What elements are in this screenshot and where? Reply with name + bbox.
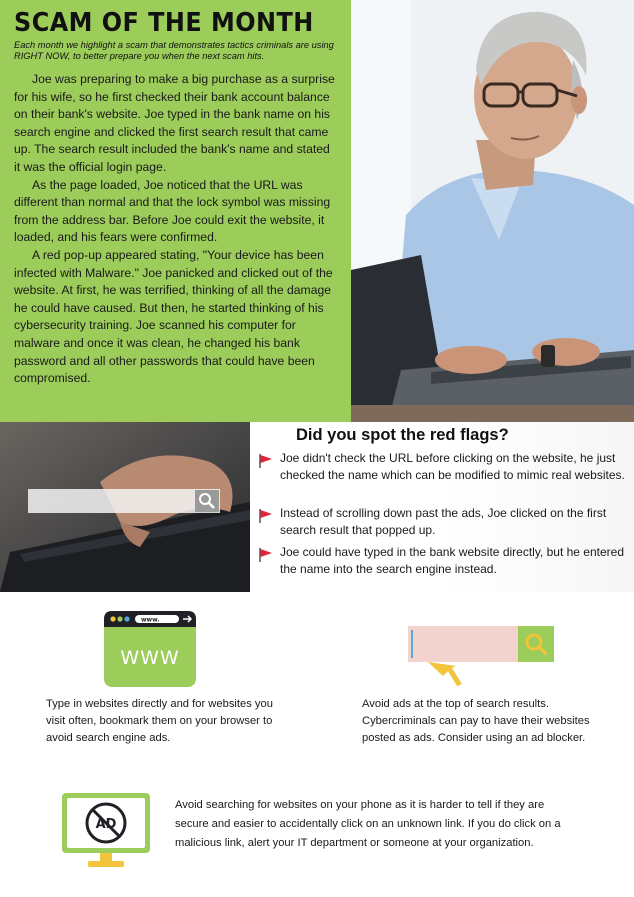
www-browser-icon (104, 611, 196, 692)
man-at-laptop-photo (351, 0, 634, 422)
red-flag-text: Instead of scrolling down past the ads, Joe clicked on the first search result that popped up. (280, 506, 607, 537)
red-flag-item (258, 505, 628, 539)
red-flag-item (258, 450, 628, 484)
tip-text: Type in websites directly and for websites you visit often, bookmark them on your browser to avoid search engine ads. (46, 698, 273, 744)
tip-text: Avoid searching for websites on your phone as it is harder to tell if they are secure and easier to accidentally click on an unknown link. If you do click on a malicious link, alert your IT department or someone at your organization. (175, 799, 561, 849)
scam-story-panel (0, 0, 351, 422)
red-flag-text: Joe didn't check the URL before clicking on the website, he just checked the name which can be modified to mimic real websites. (280, 451, 625, 482)
no-ads-monitor-icon (58, 790, 154, 875)
tip-text: Avoid ads at the top of search results. Cybercriminals can pay to have their websites posted as ads. Consider using an ad blocker. (362, 698, 590, 744)
page-title: SCAM OF THE MONTH (14, 8, 314, 38)
www-address-text: www. (141, 616, 160, 624)
page-subtitle: Each month we highlight a scam that demonstrates tactics criminals are using RIGHT NOW, to better prepare you when the next scam hits. (14, 40, 334, 61)
red-flag-icon (258, 547, 276, 568)
red-flags-title: Did you spot the red flags? (296, 426, 509, 444)
search-bar-icon (406, 622, 556, 695)
red-flag-text: Joe could have typed in the bank website directly, but he entered the name into the search engine instead. (280, 545, 624, 576)
red-flag-icon (258, 508, 276, 529)
red-flag-item (258, 544, 628, 578)
red-flag-icon (258, 453, 276, 474)
story-paragraph: A red pop-up appeared stating, "Your device has been infected with Malware." Joe panicked and clicked out of the website. At first, he was terrified, thinking of all the damage he could have caused. But then, he started thinking of his cybersecurity training. Joe scanned his computer for malware and once it was clean, he changed his bank password and all other passwords that could have been compromised. (14, 247, 333, 386)
story-paragraph: Joe was preparing to make a big purchase as a surprise for his wife, so he first checked their bank account balance on their bank's website. Joe typed in the bank name on his search engine and clicked the first search result that came up. The search result included the bank's name and stated it was the official login page. (14, 72, 335, 174)
no-ads-label: AD (95, 817, 117, 832)
story-paragraph: As the page loaded, Joe noticed that the URL was different than normal and that the lock symbol was missing from the address bar. Before Joe could exit the website, it loaded, and his fears were confirmed. (14, 177, 331, 245)
red-flags-section (0, 422, 634, 592)
www-label: WWW (120, 647, 180, 669)
laptop-typing-photo (0, 422, 250, 592)
